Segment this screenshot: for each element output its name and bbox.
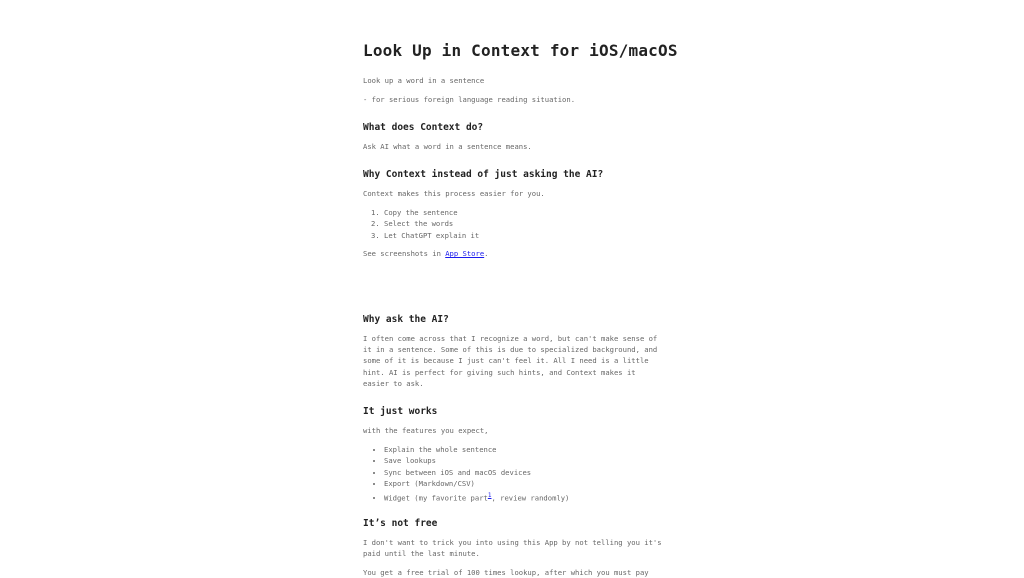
feature-item: • Explain the whole sentence xyxy=(384,444,674,455)
widget-prefix: Widget (my favorite part xyxy=(384,493,488,503)
feature-item: • Export (Markdown/CSV) xyxy=(384,478,674,489)
feature-item: • Save lookups xyxy=(384,455,674,466)
heading-not-free: It’s not free xyxy=(363,518,438,529)
see-prefix: See screenshots in xyxy=(363,249,446,258)
feature-item: • Sync between iOS and macOS devices xyxy=(384,467,674,478)
see-screenshots xyxy=(363,248,663,259)
not-free-body-2: You get a free trial of 100 times lookup, after which you must pay xyxy=(363,568,649,577)
step-item: 3. Let ChatGPT explain it xyxy=(384,230,674,241)
heading-why-context: Why Context instead of just asking the AI? xyxy=(363,169,604,180)
see-suffix: . xyxy=(484,249,489,258)
heading-just-works: It just works xyxy=(363,406,438,417)
heading-what: What does Context do? xyxy=(363,122,484,133)
step-item: 2. Select the words xyxy=(384,218,674,229)
why-context-body: Context makes this process easier for you. xyxy=(363,189,545,198)
page-title: Look Up in Context for iOS/macOS xyxy=(363,41,678,60)
intro-line-2: - for serious foreign language reading situation. xyxy=(363,95,576,104)
step-item: 1. Copy the sentence xyxy=(384,207,674,218)
steps-list xyxy=(363,207,674,241)
what-body: Ask AI what a word in a sentence means. xyxy=(363,142,532,151)
just-works-body: with the features you expect, xyxy=(363,426,489,435)
heading-why-ai: Why ask the AI? xyxy=(363,314,449,325)
app-store-link[interactable]: App Store xyxy=(445,249,485,258)
footnote-link[interactable]: 1 xyxy=(487,491,492,499)
feature-item-widget xyxy=(384,490,674,504)
why-ai-body: I often come across that I recognize a word, but can't make sense of it in a sentence. Some of this is due to specialized background, and some of it is because I just can't feel it. All I need is a little hint. AI is perfect for giving such hints, and Context makes it easier to ask. xyxy=(363,334,658,388)
not-free-body-1: I don't want to trick you into using this App by not telling you it's paid until the last minute. xyxy=(363,538,662,559)
intro-line-1: Look up a word in a sentence xyxy=(363,76,485,85)
widget-suffix: , review randomly) xyxy=(491,493,570,503)
features-list xyxy=(363,444,674,503)
